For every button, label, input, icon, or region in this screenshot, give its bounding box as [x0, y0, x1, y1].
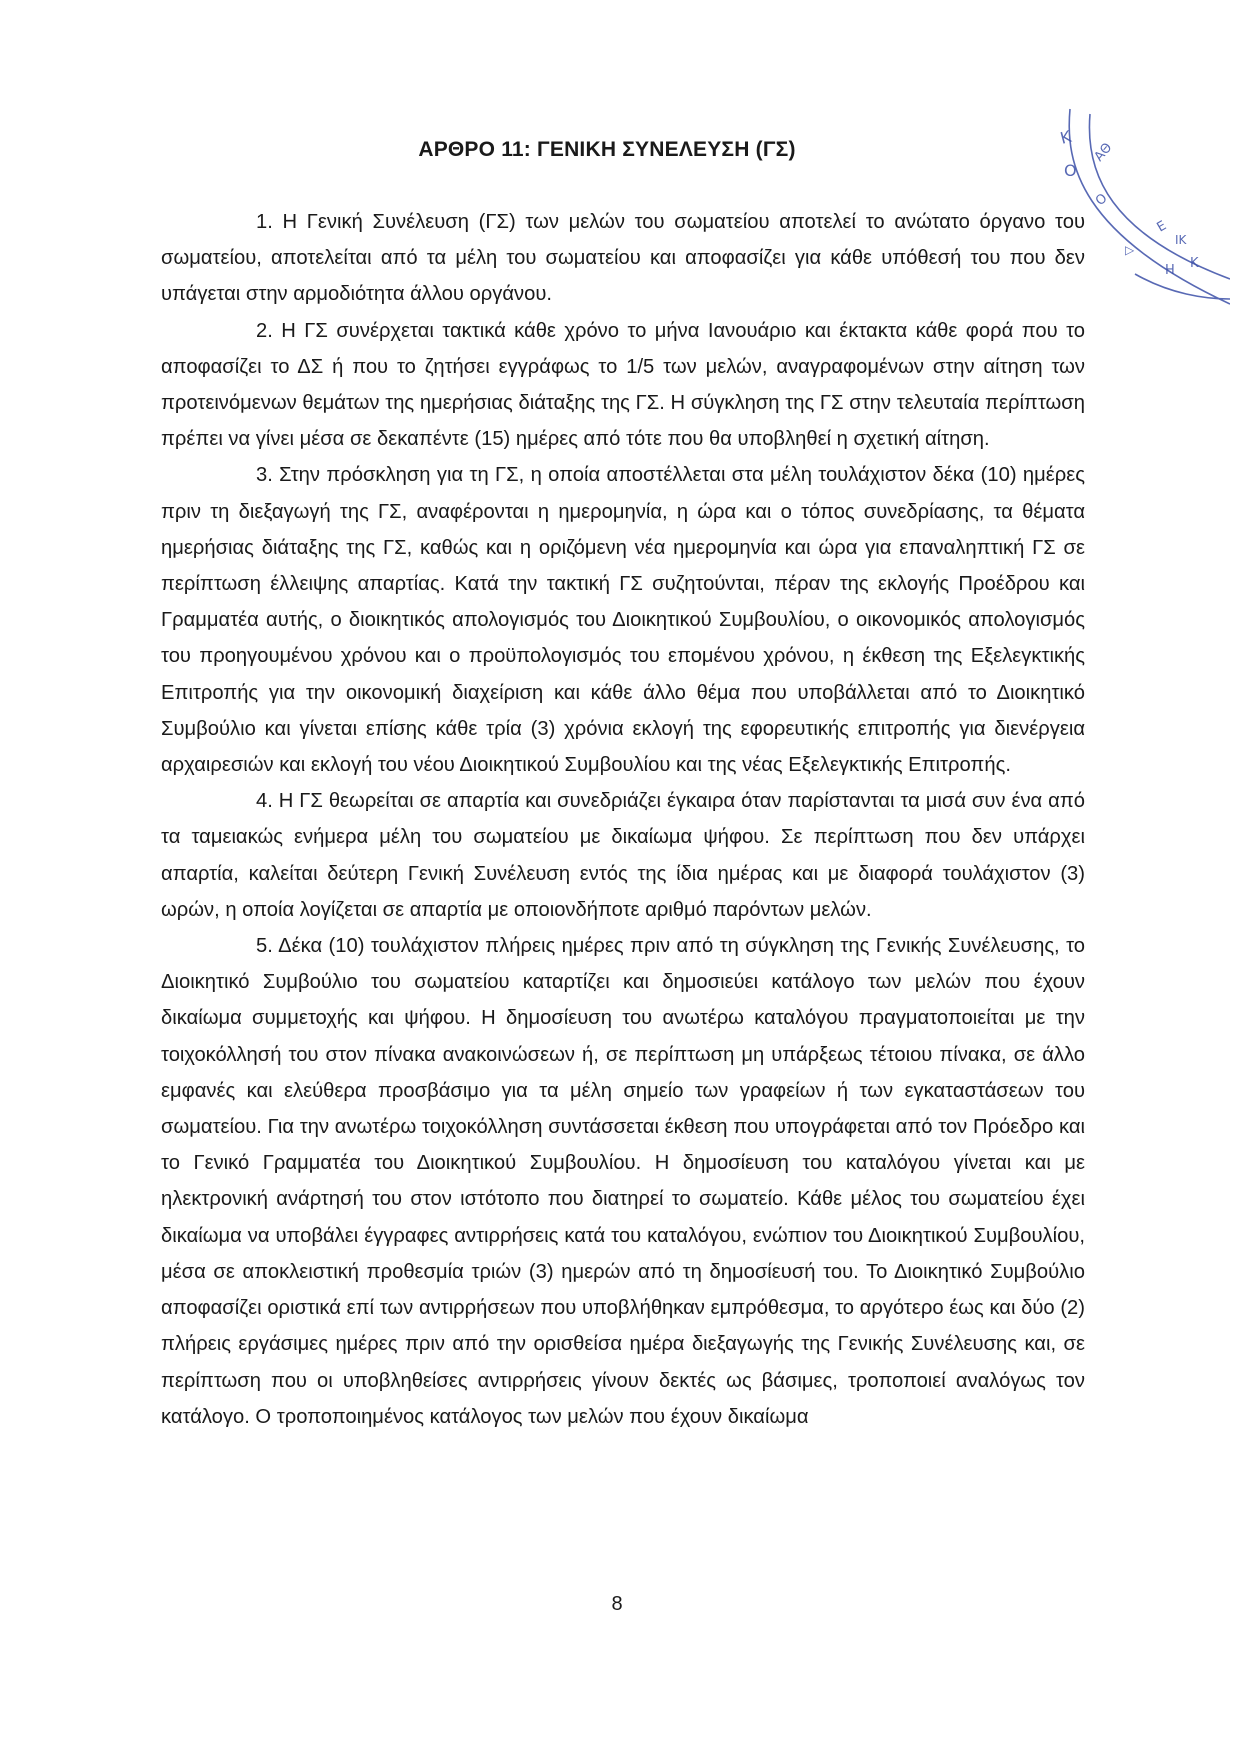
svg-text:▷: ▷ — [1125, 243, 1135, 257]
svg-text:Ε: Ε — [1154, 218, 1170, 236]
svg-text:Ο: Ο — [1092, 190, 1111, 210]
paragraph-5: 5. Δέκα (10) τουλάχιστον πλήρεις ημέρες πριν από τη σύγκληση της Γενικής Συνέλευσης, το Διοικητικό Συμβούλιο του σωματείου καταρτίζει και δημοσιεύει κατάλογο των μελών που έχουν δικαίωμα συμμετοχής και ψήφου. Η δημοσίευση του ανωτέρω καταλόγου πραγματοποιείται με την τοιχοκόλλησή του στον πίνακα ανακοινώσεων ή, σε περίπτωση μη υπάρξεως τέτοιου πίνακα, σε άλλο εμφανές και ελεύθερα προσβάσιμο για τα μέλη σημείο των γραφείων ή των εγκαταστάσεων του σωματείου. Για την ανωτέρω τοιχοκόλληση συντάσσεται έκθεση που υπογράφεται από τον Πρόεδρο και το Γενικό Γραμματέα του Διοικητικού Συμβουλίου. Η δημοσίευση του καταλόγου γίνεται και με ηλεκτρονική ανάρτησή του στον ιστότοπο που διατηρεί το σωματείο. Κάθε μέλος του σωματείου έχει δικαίωμα να υποβάλει έγγραφες αντιρρήσεις κατά του καταλόγου, ενώπιον του Διοικητικού Συμβουλίου, μέσα σε αποκλειστική προθεσμία τριών (3) ημερών από τη δημοσίευσή του. Το Διοικητικό Συμβούλιο αποφασίζει οριστικά επί των αντιρρήσεων που υποβλήθηκαν εμπρόθεσμα, το αργότερο έως και δύο (2) πλήρεις εργάσιμες ημέρες πριν από την ορισθείσα ημέρα διεξαγωγής της Γενικής Συνέλευσης και, σε περίπτωση που οι υποβληθείσες αντιρρήσεις γίνουν δεκτές ως βάσιμες, τροποποιεί αναλόγως τον κατάλογο. Ο τροποποιημένος κατάλογος των μελών που έχουν δικαίωμα — [161, 935, 1085, 1428]
paragraph-1: 1. Η Γενική Συνέλευση (ΓΣ) των μελών του σωματείου αποτελεί το ανώτατο όργανο του σωματείου, αποτελείται από τα μέλη του σωματείου και αποφασίζει για κάθε υπόθεσή του που δεν υπάγεται στην αρμοδιότητα άλλου οργάνου. — [161, 211, 1085, 306]
official-stamp — [1040, 104, 1230, 334]
page-number: 8 — [611, 1593, 623, 1615]
paragraph-2: 2. Η ΓΣ συνέρχεται τακτικά κάθε χρόνο το μήνα Ιανουάριο και έκτακτα κάθε φορά που το αποφασίζει το ΔΣ ή που το ζητήσει εγγράφως το 1/5 των μελών, αναγραφομένων στην αίτηση των προτεινόμενων θεμάτων της ημερήσιας διάταξης της ΓΣ. Η σύγκληση της ΓΣ στην τελευταία περίπτωση πρέπει να γίνει μέσα σε δεκαπέντε (15) ημέρες από τότε που θα υποβληθεί η σχετική αίτηση. — [161, 319, 1085, 451]
svg-text:Κ: Κ — [1058, 126, 1074, 148]
article-body — [161, 204, 1085, 1435]
svg-text:Κ: Κ — [1190, 256, 1199, 271]
paragraph-3: 3. Στην πρόσκληση για τη ΓΣ, η οποία αποστέλλεται στα μέλη τουλάχιστον δέκα (10) ημέρες πριν τη διεξαγωγή της ΓΣ, αναφέρονται η ημερομηνία, η ώρα και ο τόπος συνεδρίασης, τα θέματα ημερήσιας διάταξης της ΓΣ, καθώς και η οριζόμενη νέα ημερομηνία και ώρα για επαναληπτική ΓΣ σε περίπτωση έλλειψης απαρτίας. Κατά την τακτική ΓΣ συζητούνται, πέραν της εκλογής Προέδρου και Γραμματέα αυτής, ο διοικητικός απολογισμός του Διοικητικού Συμβουλίου, ο οικονομικός απολογισμός του προηγουμένου χρόνου και ο προϋπολογισμός του επομένου χρόνου, η έκθεση της Εξελεγκτικής Επιτροπής για την οικονομική διαχείριση και κάθε άλλο θέμα που υποβάλλεται από το Διοικητικό Συμβούλιο και γίνεται επίσης κάθε τρία (3) χρόνια εκλογή της εφορευτικής επιτροπής για διενέργεια αρχαιρεσιών και εκλογή του νέου Διοικητικού Συμβουλίου και της νέας Εξελεγκτικής Επιτροπής. — [161, 464, 1085, 777]
paragraph-4: 4. Η ΓΣ θεωρείται σε απαρτία και συνεδριάζει έγκαιρα όταν παρίστανται τα μισά συν ένα από τα ταμειακώς ενήμερα μέλη του σωματείου με δικαίωμα ψήφου. Σε περίπτωση που δεν υπάρχει απαρτία, καλείται δεύτερη Γενική Συνέλευση εντός της ίδια ημέρας και με διαφορά τουλάχιστον (3) ωρών, η οποία λογίζεται σε απαρτία με οποιονδήποτε αριθμό παρόντων μελών. — [161, 790, 1085, 921]
svg-text:ΑΘ: ΑΘ — [1091, 140, 1116, 165]
article-title: ΑΡΘΡΟ 11: ΓΕΝΙΚΗ ΣΥΝΕΛΕΥΣΗ (ΓΣ) — [418, 138, 796, 161]
svg-text:ΙΚ: ΙΚ — [1175, 233, 1187, 247]
svg-text:Ο: Ο — [1064, 161, 1077, 180]
svg-text:Η: Η — [1165, 263, 1175, 278]
